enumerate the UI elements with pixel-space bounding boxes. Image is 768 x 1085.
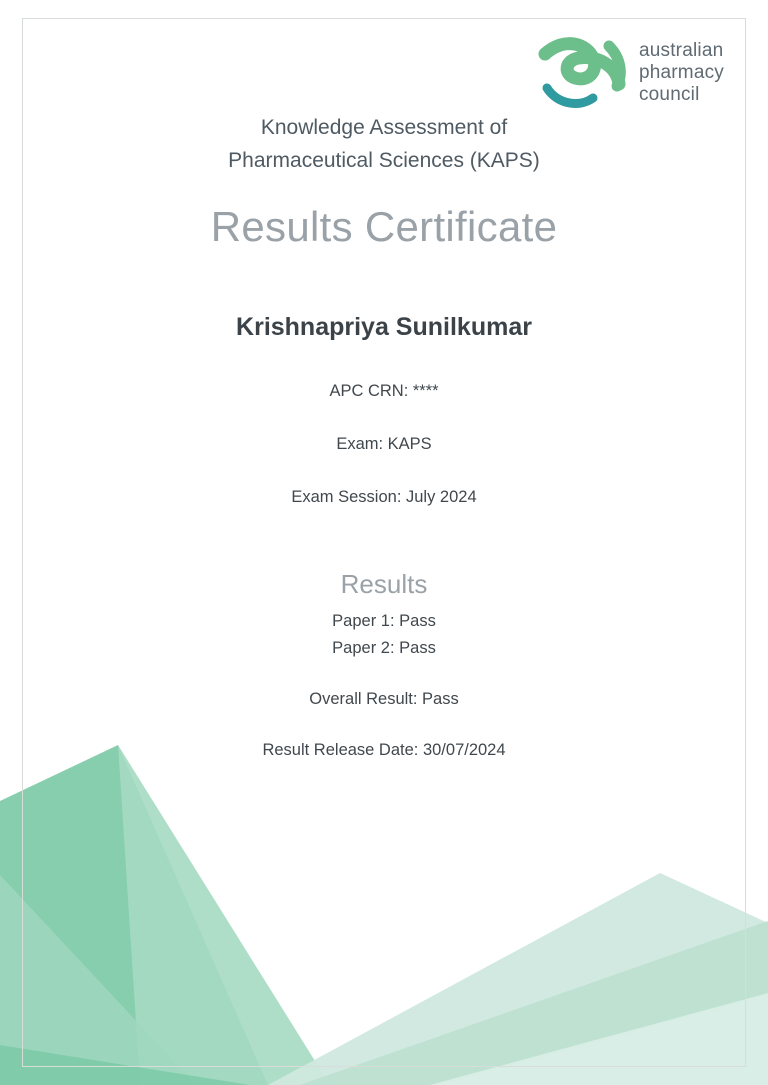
exam-label: Exam: KAPS bbox=[336, 435, 432, 454]
logo-line-1: australian bbox=[638, 39, 724, 61]
decorative-shapes-svg bbox=[0, 745, 768, 1085]
candidate-name: Krishnapriya Sunilkumar bbox=[236, 313, 532, 342]
logo-line-3: council bbox=[638, 84, 700, 106]
result-paper-1: Paper 1: Pass bbox=[332, 612, 436, 631]
result-release-date: Result Release Date: 30/07/2024 bbox=[262, 741, 506, 760]
exam-name-block bbox=[0, 112, 768, 177]
deco-shape-2 bbox=[118, 745, 330, 1085]
overall-result: Overall Result: Pass bbox=[309, 690, 459, 709]
apc-logo bbox=[535, 36, 724, 110]
exam-name-line-1: Knowledge Assessment of bbox=[260, 116, 508, 139]
candidate-crn: APC CRN: **** bbox=[329, 382, 439, 401]
apc-logo-text bbox=[639, 40, 724, 106]
apc-swoosh-logo-icon bbox=[535, 36, 629, 110]
results-heading: Results bbox=[340, 569, 428, 600]
exam-session: Exam Session: July 2024 bbox=[291, 488, 477, 507]
decorative-graphic bbox=[0, 745, 768, 1085]
result-paper-2: Paper 2: Pass bbox=[332, 639, 436, 658]
page-title: Results Certificate bbox=[210, 203, 558, 251]
exam-name-line-2: Pharmaceutical Sciences (KAPS) bbox=[228, 148, 540, 172]
logo-line-2: pharmacy bbox=[638, 61, 724, 83]
